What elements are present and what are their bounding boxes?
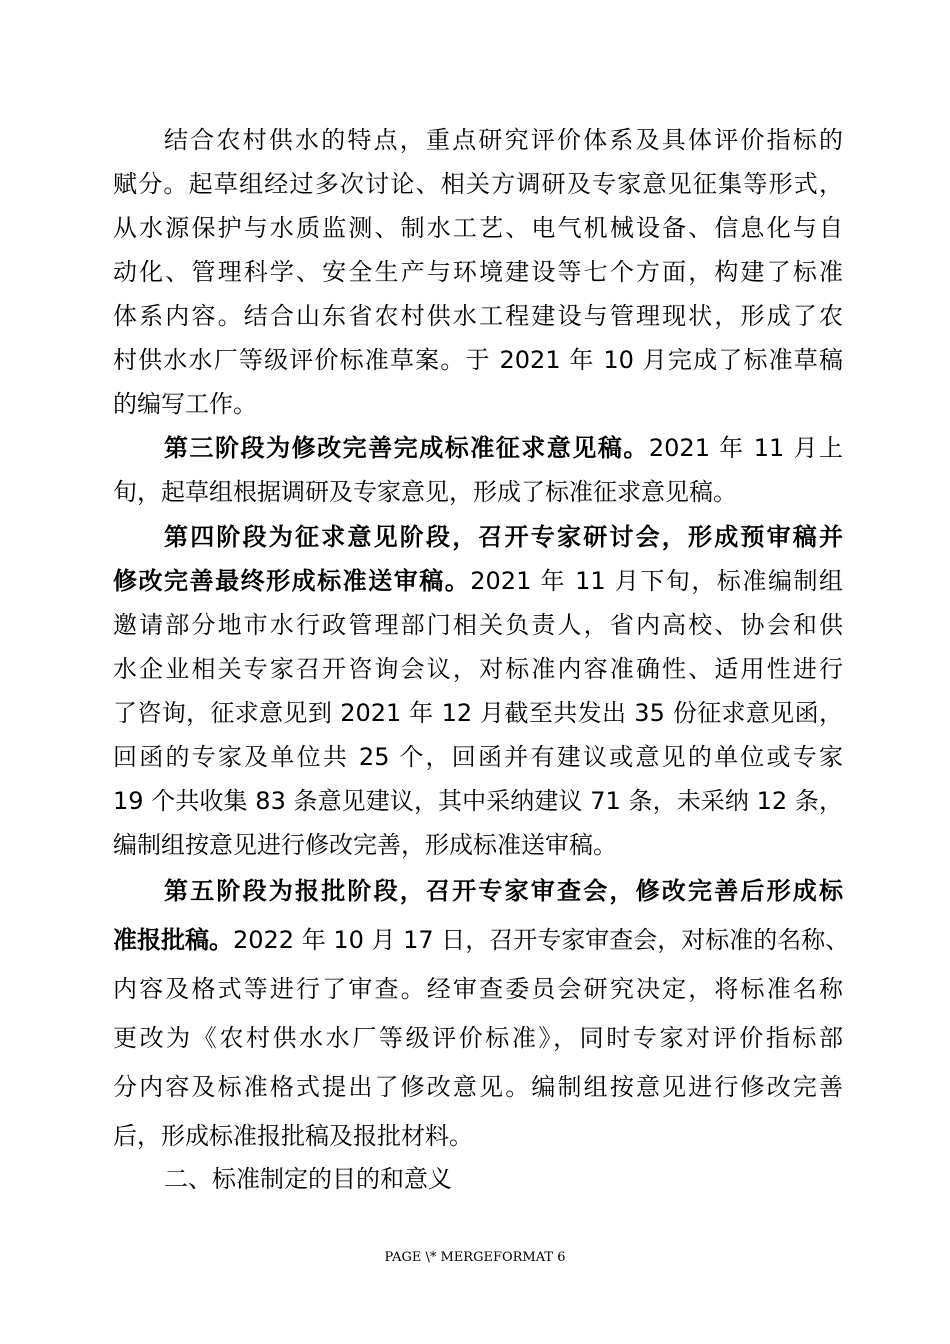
paragraph-line: 19 个共收集 83 条意见建议，其中采纳建议 71 条，未采纳 12 条， — [113, 787, 843, 815]
paragraph-line: 体系内容。结合山东省农村供水工程建设与管理现状，形成了农 — [113, 302, 843, 330]
page-footer: PAGE \* MERGEFORMAT 6 — [384, 1250, 566, 1265]
stage-heading: 第五阶段为报批阶段，召开专家审查会，修改完善后形成标 — [164, 877, 843, 905]
paragraph-text: 2021 年 11 月下旬，标准编制组 — [470, 567, 843, 595]
paragraph-line: 分内容及标准格式提出了修改意见。编制组按意见进行修改完善 — [113, 1073, 843, 1101]
paragraph-text: 2022 年 10 月 17 日，召开专家审查会，对标准的名称、 — [233, 926, 850, 954]
paragraph-line: 结合农村供水的特点，重点研究评价体系及具体评价指标的 — [164, 126, 843, 154]
stage-heading: 修改完善最终形成标准送审稿。 — [113, 567, 471, 595]
paragraph-line: 后，形成标准报批稿及报批材料。 — [113, 1122, 473, 1150]
paragraph-line: 的编写工作。 — [113, 390, 257, 418]
paragraph-line — [113, 564, 843, 598]
paragraph-line: 旬，起草组根据调研及专家意见，形成了标准征求意见稿。 — [113, 478, 737, 506]
paragraph-line — [164, 431, 843, 465]
paragraph-line: 赋分。起草组经过多次讨论、相关方调研及专家意见征集等形式， — [113, 170, 843, 198]
paragraph-line: 动化、管理科学、安全生产与环境建设等七个方面，构建了标准 — [113, 258, 843, 286]
paragraph-line: 水企业相关专家召开咨询会议，对标准内容准确性、适用性进行 — [113, 655, 843, 683]
paragraph-line: 从水源保护与水质监测、制水工艺、电气机械设备、信息化与自 — [113, 214, 843, 242]
paragraph-line: 了咨询，征求意见到 2021 年 12 月截至共发出 35 份征求意见函， — [113, 699, 843, 727]
paragraph-text: 2021 年 11 月上 — [648, 434, 843, 462]
stage-heading: 第三阶段为修改完善完成标准征求意见稿。 — [164, 434, 649, 462]
section-heading: 二、标准制定的目的和意义 — [164, 1165, 452, 1193]
stage-heading: 第四阶段为征求意见阶段，召开专家研讨会，形成预审稿并 — [164, 523, 843, 551]
paragraph-line: 回函的专家及单位共 25 个，回函并有建议或意见的单位或专家 — [113, 743, 843, 771]
paragraph-line: 编制组按意见进行修改完善，形成标准送审稿。 — [113, 831, 617, 859]
paragraph-line: 邀请部分地市水行政管理部门相关负责人，省内高校、协会和供 — [113, 611, 843, 639]
paragraph-line: 更改为《农村供水水厂等级评价标准》，同时专家对评价指标部 — [113, 1024, 843, 1052]
paragraph-line: 村供水水厂等级评价标准草案。于 2021 年 10 月完成了标准草稿 — [113, 346, 843, 374]
paragraph-line: 内容及格式等进行了审查。经审查委员会研究决定，将标准名称 — [113, 975, 843, 1003]
stage-heading: 准报批稿。 — [113, 926, 233, 954]
paragraph-line — [113, 923, 850, 957]
